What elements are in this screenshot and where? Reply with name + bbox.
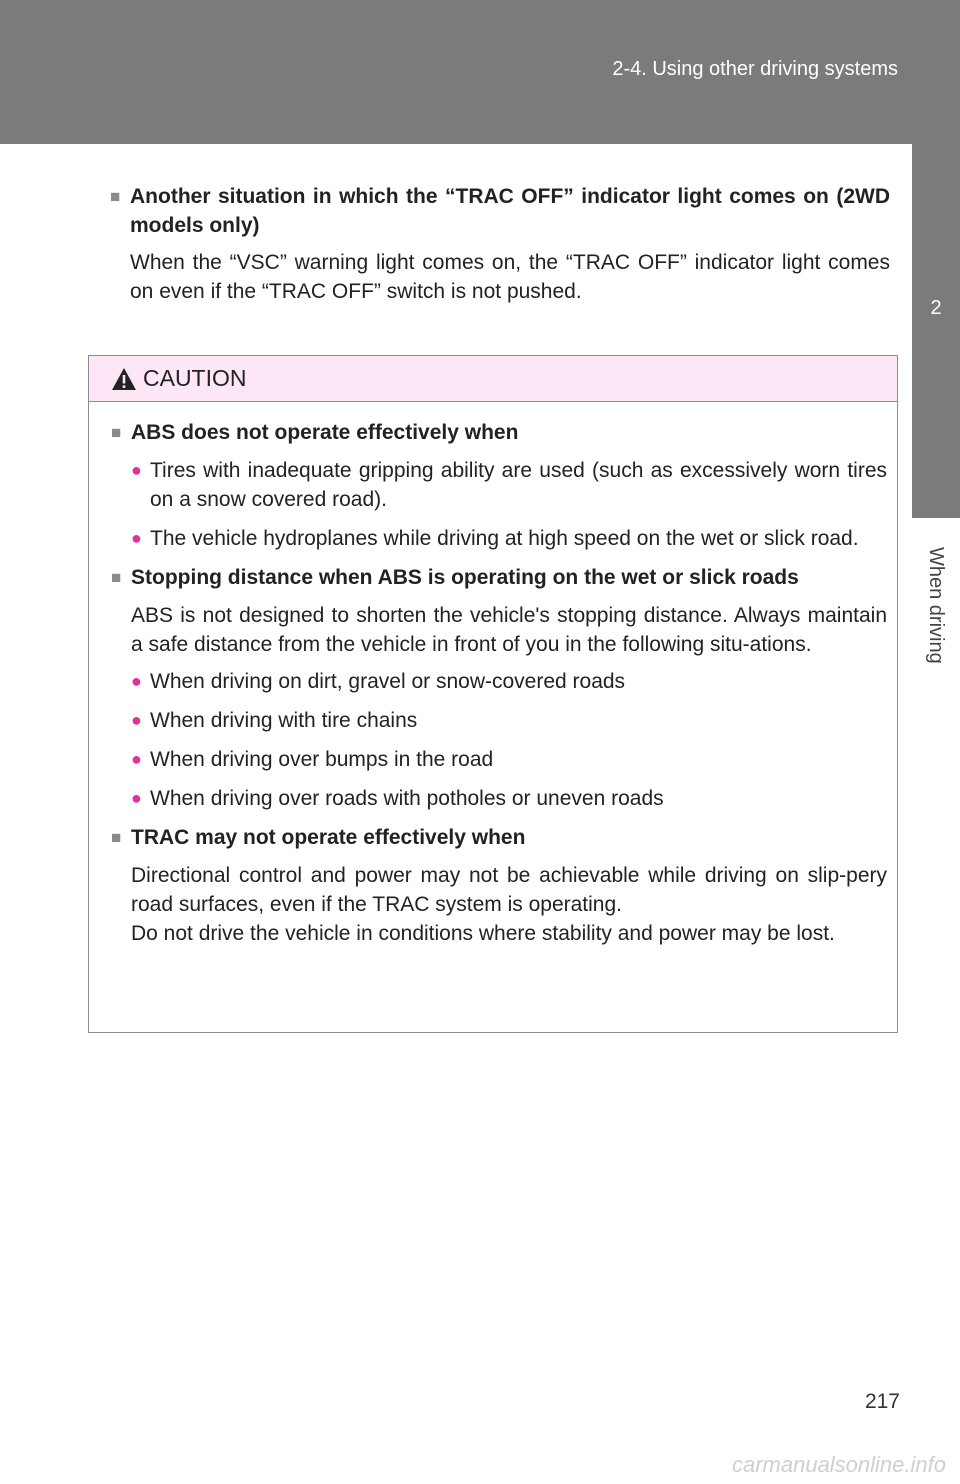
stopping-paragraph: ABS is not designed to shorten the vehicle's stopping distance. Always maintain a safe distance from the vehicle in front of you in the following situ-ations. <box>131 604 887 656</box>
trac-heading: ■ TRAC may not operate effectively when <box>111 823 887 852</box>
square-bullet-icon: ■ <box>111 423 122 442</box>
page-header <box>0 0 960 144</box>
page-number: 217 <box>864 1390 900 1413</box>
caution-title: CAUTION <box>143 365 247 391</box>
circle-bullet-icon: ● <box>131 788 142 808</box>
caution-body <box>89 402 897 948</box>
caution-header <box>89 356 897 402</box>
intro-section <box>110 182 890 314</box>
stopping-heading: ■ Stopping distance when ABS is operating on the wet or slick roads <box>111 563 887 592</box>
list-item: ● When driving over roads with potholes or uneven roads <box>131 784 887 813</box>
list-item: ● When driving on dirt, gravel or snow-covered roads <box>131 667 887 696</box>
circle-bullet-icon: ● <box>131 460 142 480</box>
square-bullet-icon: ■ <box>111 828 122 847</box>
section-title: 2-4. Using other driving systems <box>612 58 898 80</box>
caution-box <box>88 355 898 1033</box>
trac-paragraph-2: Do not drive the vehicle in conditions where stability and power may be lost. <box>131 922 835 945</box>
intro-paragraph: When the “VSC” warning light comes on, the “TRAC OFF” indicator light comes on even if the “TRAC OFF” switch is not pushed. <box>130 251 890 303</box>
square-bullet-icon: ■ <box>111 568 122 587</box>
list-item: ● When driving over bumps in the road <box>131 745 887 774</box>
abs-heading: ■ ABS does not operate effectively when <box>111 418 887 447</box>
intro-heading: ■ Another situation in which the “TRAC OFF” indicator light comes on (2WD models only) <box>110 182 890 240</box>
circle-bullet-icon: ● <box>131 749 142 769</box>
circle-bullet-icon: ● <box>131 710 142 730</box>
circle-bullet-icon: ● <box>131 671 142 691</box>
list-item: ● The vehicle hydroplanes while driving at high speed on the wet or slick road. <box>131 524 887 553</box>
chapter-tab <box>912 144 960 518</box>
watermark: carmanualsonline.info <box>731 1452 946 1477</box>
warning-triangle-icon <box>111 367 137 391</box>
chapter-label: When driving <box>925 546 947 664</box>
square-bullet-icon: ■ <box>110 187 121 206</box>
trac-paragraph-1: Directional control and power may not be achievable while driving on slip-pery road surfaces, even if the TRAC system is operating. <box>131 864 887 916</box>
list-item: ● Tires with inadequate gripping ability are used (such as excessively worn tires on a snow covered road). <box>131 456 887 514</box>
circle-bullet-icon: ● <box>131 528 142 548</box>
chapter-number: 2 <box>930 297 942 319</box>
list-item: ● When driving with tire chains <box>131 706 887 735</box>
